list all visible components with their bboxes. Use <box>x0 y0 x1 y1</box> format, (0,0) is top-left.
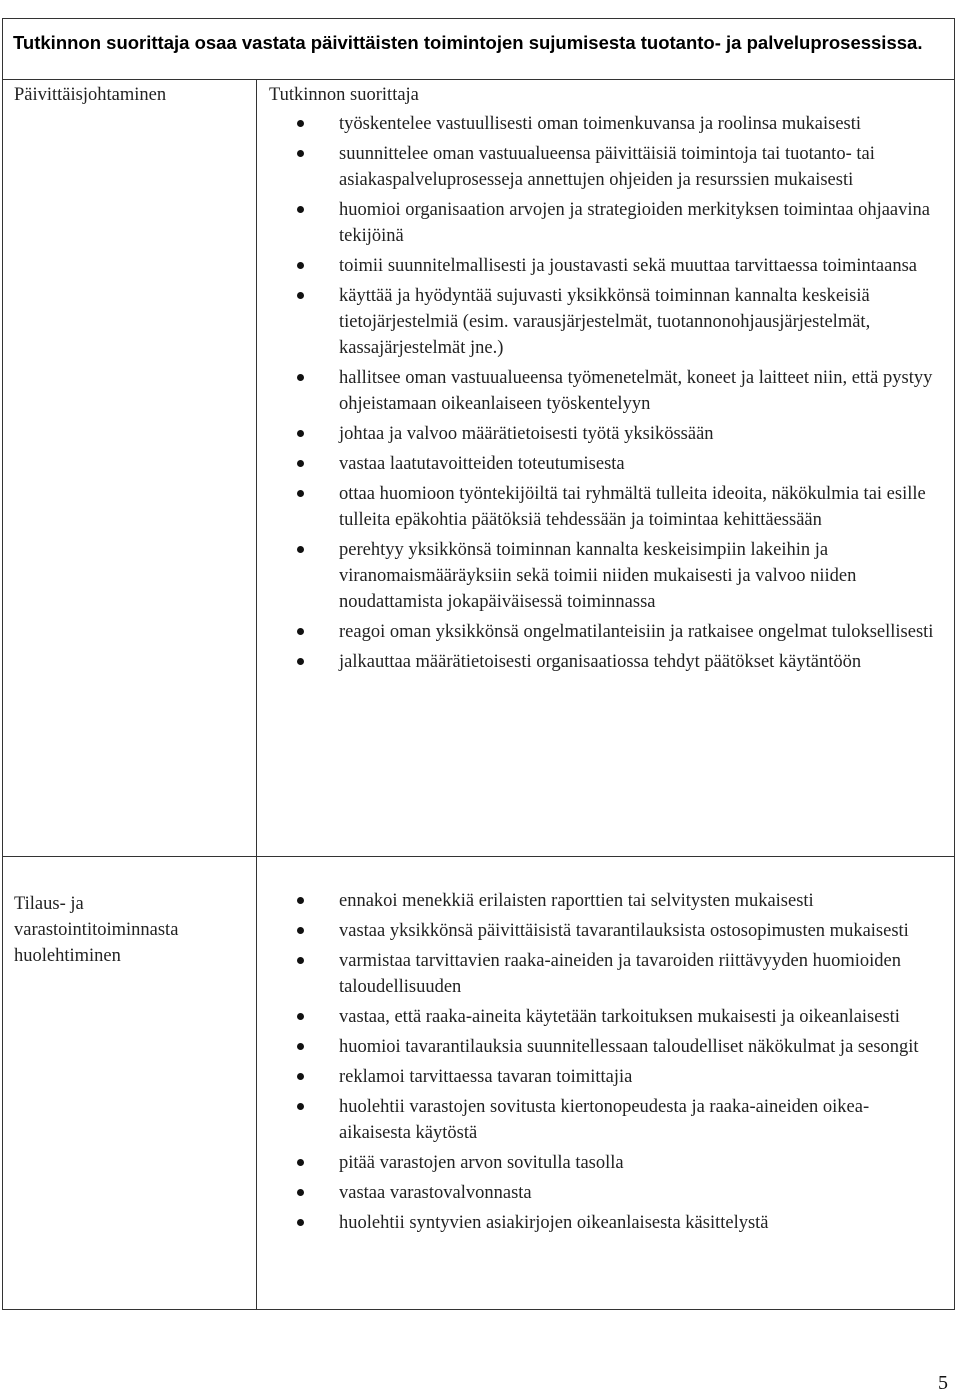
bullet-icon <box>297 658 304 665</box>
list-item-text: johtaa ja valvoo määrätietoisesti työtä yksikössään <box>339 424 714 444</box>
list-item-text: reagoi oman yksikkönsä ongelmatilanteisiin ja ratkaisee ongelmat tuloksellisesti <box>339 622 934 642</box>
bullet-icon <box>297 206 304 213</box>
list-item-text: vastaa laatutavoitteiden toteutumisesta <box>339 454 625 474</box>
bullet-icon <box>297 1159 304 1166</box>
section-label-daily-management: Päivittäisjohtaminen <box>14 85 167 105</box>
list-item-text: pitää varastojen arvon sovitulla tasolla <box>339 1153 624 1173</box>
bullet-icon <box>297 460 304 467</box>
bullet-icon <box>297 1103 304 1110</box>
list-item <box>271 888 941 914</box>
list-item <box>271 365 941 417</box>
row-divider <box>3 856 954 857</box>
criteria-table <box>2 18 955 1310</box>
list-item <box>271 421 941 447</box>
list-item-text: käyttää ja hyödyntää sujuvasti yksikkönsä toiminnan kannalta keskeisiä tietojärjestelmiä (esim. varausjärjestelmät, tuotannonohjausjärjestelmät, kassajärjestelmät jne.) <box>339 286 871 358</box>
list-item-text: ennakoi menekkiä erilaisten raporttien tai selvitysten mukaisesti <box>339 891 814 911</box>
list-item-text: hallitsee oman vastuualueensa työmenetelmät, koneet ja laitteet niin, että pystyy ohjeistamaan oikeanlaiseen työskentelyyn <box>339 368 933 414</box>
list-item <box>271 1150 941 1176</box>
list-item <box>271 1210 941 1236</box>
list-item <box>271 948 941 1000</box>
list-item <box>271 649 941 675</box>
list-item-text: vastaa varastovalvonnasta <box>339 1183 532 1203</box>
bullet-icon <box>297 292 304 299</box>
bullet-icon <box>297 628 304 635</box>
bullet-icon <box>297 120 304 127</box>
bullet-icon <box>297 546 304 553</box>
bullet-icon <box>297 1043 304 1050</box>
column-divider <box>256 80 257 1310</box>
list-item-text: ottaa huomioon työntekijöiltä tai ryhmältä tulleita ideoita, näkökulmia tai esille tulleita epäkohtia päätöksiä tehdessään ja toimintaa kehittäessään <box>339 484 926 530</box>
list-item <box>271 918 941 944</box>
table-header-title: Tutkinnon suorittaja osaa vastata päivittäisten toimintojen sujumisesta tuotanto- ja palveluprosessissa. <box>3 19 954 80</box>
bullet-icon <box>297 374 304 381</box>
list-item <box>271 619 941 645</box>
bullet-icon <box>297 957 304 964</box>
section2-list <box>271 888 941 1240</box>
list-item <box>271 141 941 193</box>
list-item-text: varmistaa tarvittavien raaka-aineiden ja tavaroiden riittävyyden huomioiden taloudellisuuden <box>339 951 901 997</box>
bullet-icon <box>297 927 304 934</box>
list-item-text: huomioi organisaation arvojen ja strategioiden merkityksen toimintaa ohjaavina tekijöinä <box>339 200 930 246</box>
list-item <box>271 1004 941 1030</box>
bullet-icon <box>297 490 304 497</box>
bullet-icon <box>297 1219 304 1226</box>
list-item-text: vastaa, että raaka-aineita käytetään tarkoituksen mukaisesti ja oikeanlaisesti <box>339 1007 900 1027</box>
list-item-text: jalkauttaa määrätietoisesti organisaatiossa tehdyt päätökset käytäntöön <box>339 652 862 672</box>
bullet-icon <box>297 262 304 269</box>
list-item-text: työskentelee vastuullisesti oman toimenkuvansa ja roolinsa mukaisesti <box>339 114 862 134</box>
list-item-text: toimii suunnitelmallisesti ja joustavasti sekä muuttaa tarvittaessa toimintaansa <box>339 256 918 276</box>
bullet-icon <box>297 897 304 904</box>
bullet-icon <box>297 1013 304 1020</box>
section-subheading: Tutkinnon suorittaja <box>269 85 419 105</box>
list-item-text: huolehtii syntyvien asiakirjojen oikeanlaisesta käsittelystä <box>339 1213 769 1233</box>
list-item-text: reklamoi tarvittaessa tavaran toimittajia <box>339 1067 633 1087</box>
list-item <box>271 537 941 615</box>
bullet-icon <box>297 1073 304 1080</box>
list-item-text: huolehtii varastojen sovitusta kiertonopeudesta ja raaka-aineiden oikea-aikaisesta käytöstä <box>339 1097 870 1143</box>
list-item-text: suunnittelee oman vastuualueensa päivittäisiä toimintoja tai tuotanto- tai asiakaspalveluprosesseja annettujen ohjeiden ja resurssien mukaisesti <box>339 144 875 190</box>
bullet-icon <box>297 1189 304 1196</box>
section-label-ordering-storage: Tilaus- ja varastointitoiminnasta huolehtiminen <box>14 894 179 966</box>
list-item <box>271 111 941 137</box>
bullet-icon <box>297 150 304 157</box>
list-item <box>271 1064 941 1090</box>
list-item <box>271 1180 941 1206</box>
list-item <box>271 283 941 361</box>
list-item <box>271 197 941 249</box>
list-item-text: huomioi tavarantilauksia suunnitellessaan taloudelliset näkökulmat ja sesongit <box>339 1037 919 1057</box>
list-item-text: perehtyy yksikkönsä toiminnan kannalta keskeisimpiin lakeihin ja viranomaismääräyksiin sekä toimii niiden mukaisesti ja valvoo niiden noudattamista jokapäiväisessä toiminnassa <box>339 540 857 612</box>
section1-list <box>271 111 941 679</box>
bullet-icon <box>297 430 304 437</box>
list-item <box>271 451 941 477</box>
list-item <box>271 1094 941 1146</box>
page-number: 5 <box>938 1372 948 1394</box>
list-item <box>271 481 941 533</box>
list-item-text: vastaa yksikkönsä päivittäisistä tavarantilauksista ostosopimusten mukaisesti <box>339 921 909 941</box>
list-item <box>271 253 941 279</box>
list-item <box>271 1034 941 1060</box>
